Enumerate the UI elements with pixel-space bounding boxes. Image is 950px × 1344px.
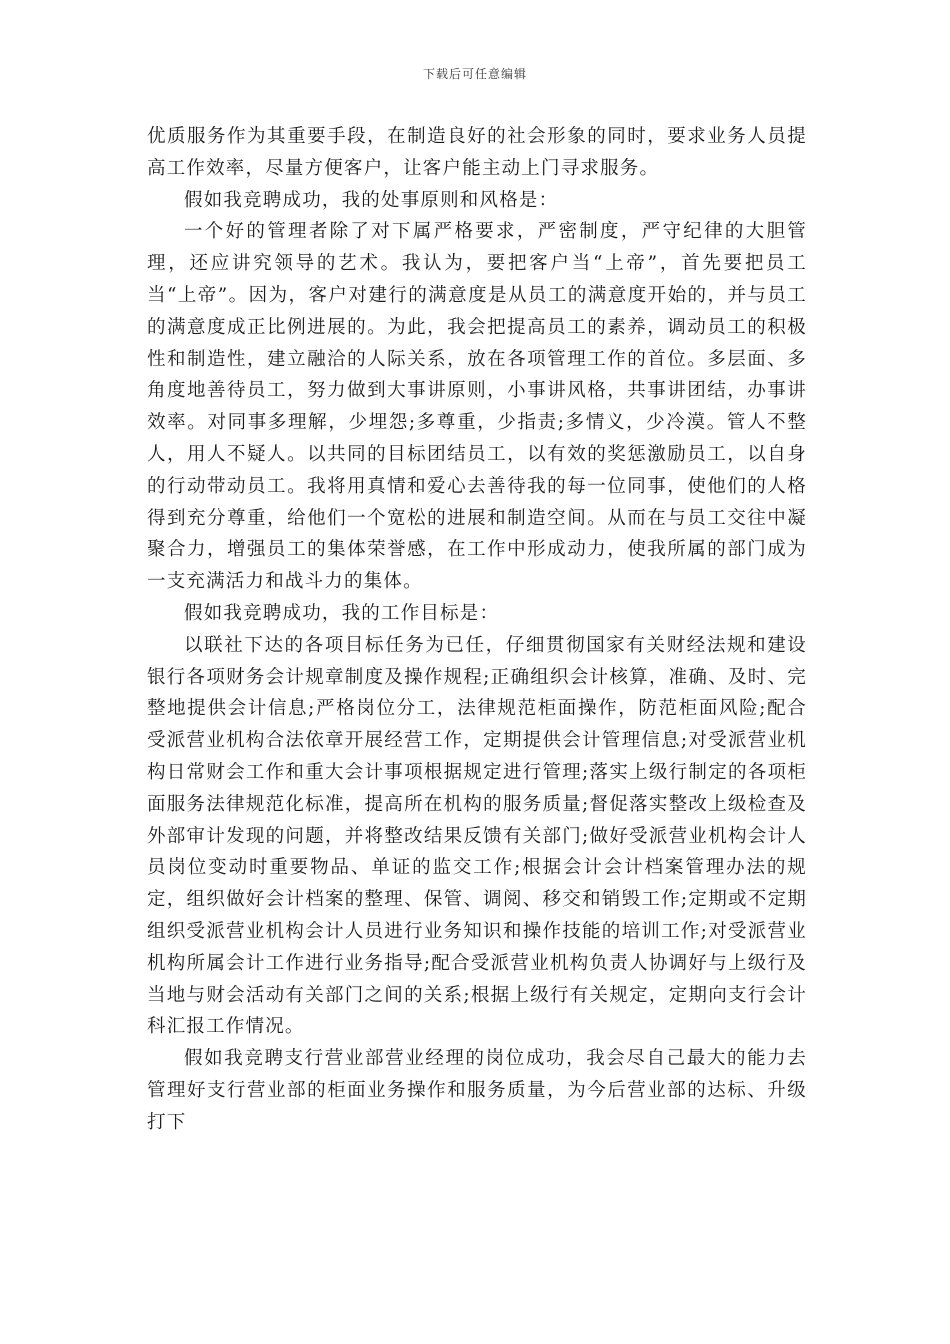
paragraph-management-style: 一个好的管理者除了对下属严格要求，严密制度，严守纪律的大胆管理，还应讲究领导的艺术。我认为，要把客户当“上帝”，首先要把员工当“上帝”。因为，客户对建行的满意度是从员工的满意度开始的，并与员工的满意度成正比例进展的。为此，我会把提高员工的素养，调动员工的积极性和制造性，建立融洽的人际关系，放在各项管理工作的首位。多层面、多角度地善待员工，努力做到大事讲原则，小事讲风格，共事讲团结，办事讲效率。对同事多理解，少埋怨;多尊重，少指责;多情义，少冷漠。管人不整人，用人不疑人。以共同的目标团结员工，以有效的奖惩激励员工，以自身的行动带动员工。我将用真情和爱心去善待我的每一位同事，使他们的人格得到充分尊重，给他们一个宽松的进展和制造空间。从而在与员工交往中凝聚合力，增强员工的集体荣誉感，在工作中形成动力，使我所属的部门成为一支充满活力和战斗力的集体。 (147, 221, 807, 593)
paragraph-goals-heading: 假如我竞聘成功，我的工作目标是： (184, 602, 500, 624)
paragraph-conclusion: 假如我竞聘支行营业部营业经理的岗位成功，我会尽自己最大的能力去管理好支行营业部的柜面业务操作和服务质量，为今后营业部的达标、升级打下 (147, 1048, 807, 1133)
document-body (147, 121, 807, 1139)
paragraph-principles-heading: 假如我竞聘成功，我的处事原则和风格是： (184, 189, 559, 211)
paragraph-continuation: 优质服务作为其重要手段，在制造良好的社会形象的同时，要求业务人员提高工作效率，尽量方便客户，让客户能主动上门寻求服务。 (147, 126, 807, 179)
page-header-note: 下载后可任意编辑 (422, 67, 527, 81)
paragraph-work-goals: 以联社下达的各项目标任务为已任，仔细贯彻国家有关财经法规和建设银行各项财务会计规章制度及操作规程;正确组织会计核算，准确、及时、完整地提供会计信息;严格岗位分工，法律规范柜面操作，防范柜面风险;配合受派营业机构合法依章开展经营工作，定期提供会计管理信息;对受派营业机构日常财会工作和重大会计事项根据规定进行管理;落实上级行制定的各项柜面服务法律规范化标准，提高所在机构的服务质量;督促落实整改上级检查及外部审计发现的问题，并将整改结果反馈有关部门;做好受派营业机构会计人员岗位变动时重要物品、单证的监交工作;根据会计会计档案管理办法的规定，组织做好会计档案的整理、保管、调阅、移交和销毁工作;定期或不定期组织受派营业机构会计人员进行业务知识和操作技能的培训工作;对受派营业机构所属会计工作进行业务指导;配合受派营业机构负责人协调好与上级行及当地与财会活动有关部门之间的关系;根据上级行有关规定，定期向支行会计科汇报工作情况。 (147, 634, 807, 1038)
